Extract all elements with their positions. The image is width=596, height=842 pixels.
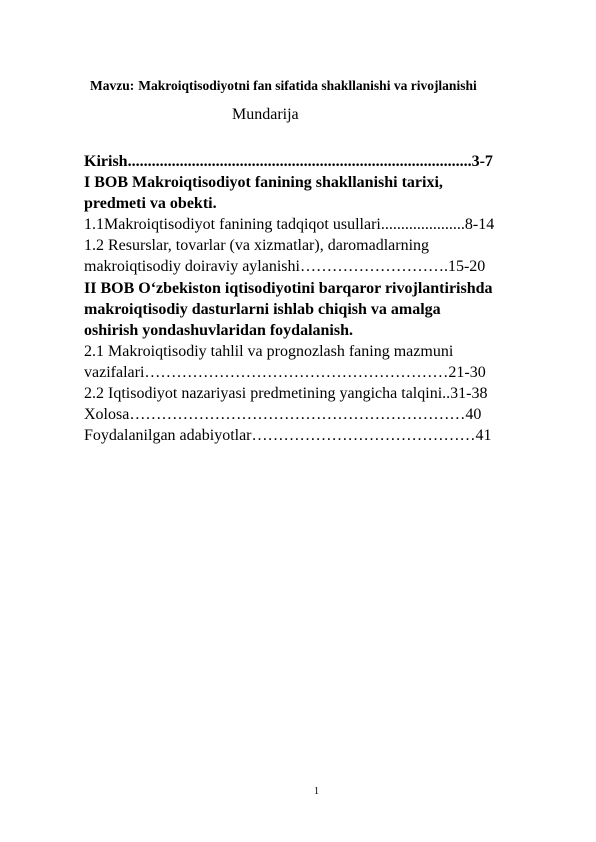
toc-chapter-1-title-cont: predmeti va obekti. <box>84 195 217 213</box>
toc-chapter-1-title: I BOB Makroiqtisodiyot fanining shakllanishi tarixi, <box>84 174 443 192</box>
toc-chapter-2-title: II BOB O‘zbekiston iqtisodiyotini barqaror rivojlantirishda <box>84 279 493 297</box>
topic-label: Mavzu: <box>90 78 135 93</box>
page-number: 1 <box>314 786 319 797</box>
toc-section-2-1-cont: vazifalari…………………………………………………21-30 <box>84 363 486 381</box>
toc-entry-xulosa: Xolosa………………………………………………………40 <box>84 406 482 424</box>
contents-heading: Mundarija <box>232 106 299 123</box>
document-topic <box>90 78 477 94</box>
toc-section-1-2: 1.2 Resurslar, tovarlar (va xizmatlar), daromadlarning <box>84 237 430 255</box>
toc-section-2-2: 2.2 Iqtisodiyot nazariyasi predmetining yangicha talqini..31-38 <box>84 385 488 403</box>
toc-section-1-2-cont: makroiqtisodiy doiraviy aylanishi……………………….15-20 <box>84 258 486 276</box>
toc-section-1-1: 1.1Makroiqtisodiyot fanining tadqiqot usullari.....................8-14 <box>84 216 495 234</box>
topic-title: Makroiqtisodiyotni fan sifatida shakllanishi va rivojlanishi <box>138 78 477 93</box>
toc-chapter-2-title-cont-2: oshirish yondashuvlaridan foydalanish. <box>84 321 353 339</box>
toc-chapter-2-title-cont: makroiqtisodiy dasturlarni ishlab chiqish va amalga <box>84 300 441 318</box>
toc-entry-kirish: Kirish......................................................................................3-7 <box>84 153 493 170</box>
toc-section-2-1: 2.1 Makroiqtisodiy tahlil va prognozlash faning mazmuni <box>84 342 454 360</box>
toc-entry-adabiyotlar: Foydalanilgan adabiyotlar……………………………………41 <box>84 427 492 445</box>
table-of-contents <box>84 151 546 446</box>
